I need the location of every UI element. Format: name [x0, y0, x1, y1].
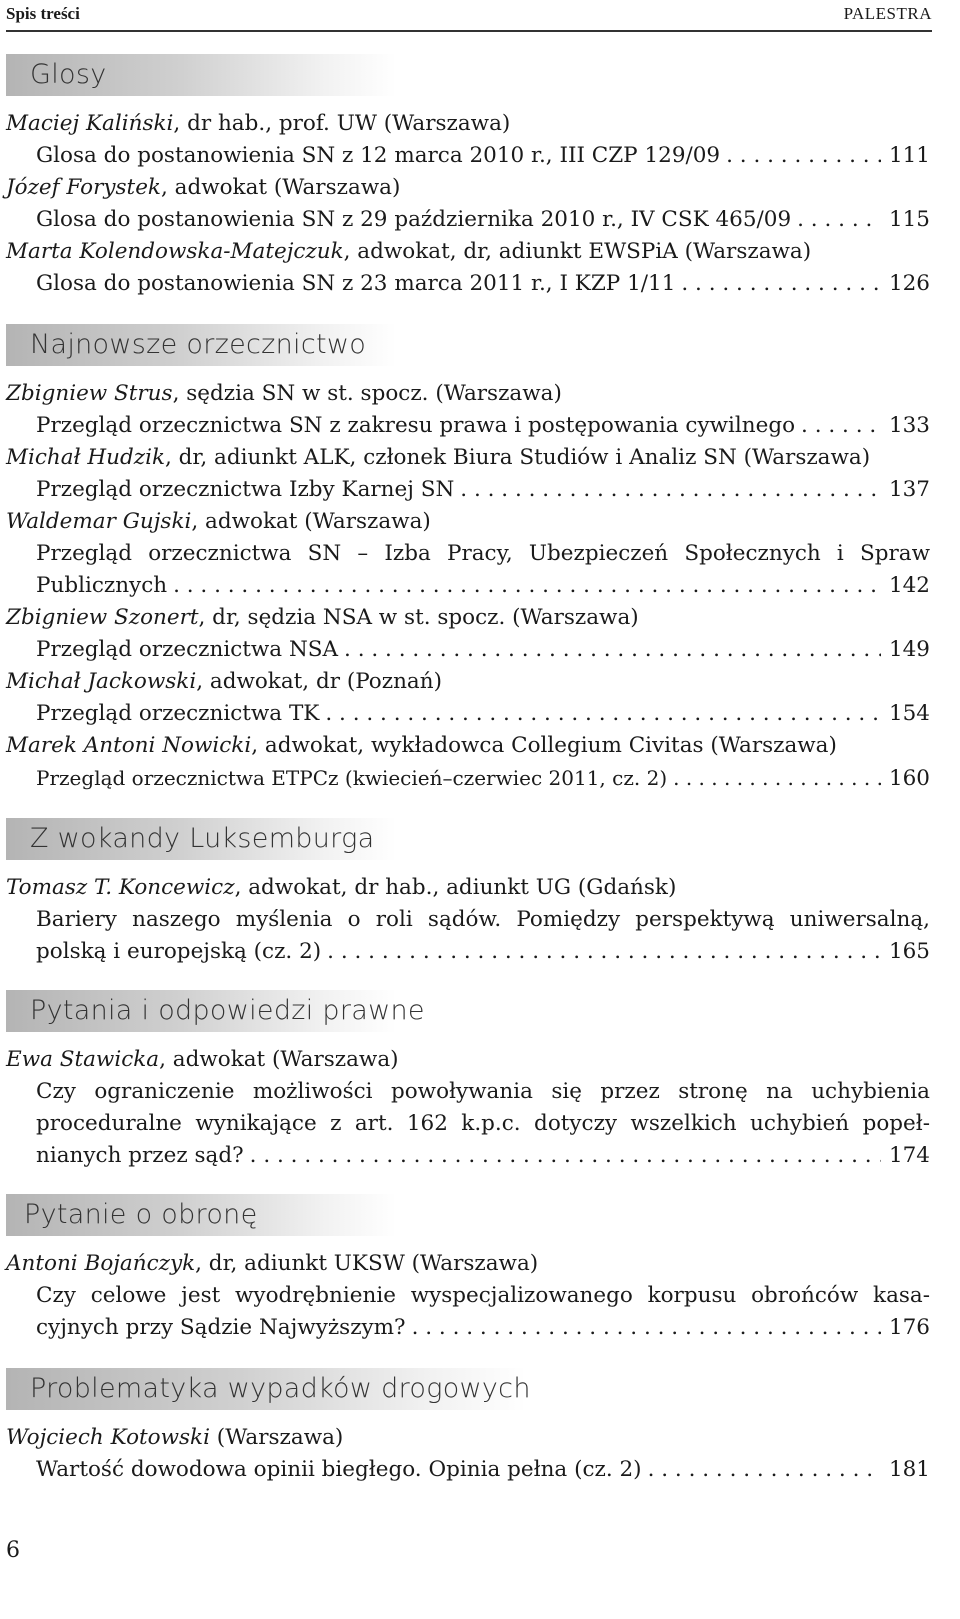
author-name: Waldemar Gujski	[6, 509, 192, 534]
leader-dots	[797, 204, 881, 236]
toc-title-line	[36, 204, 930, 236]
leader-dots	[325, 698, 881, 730]
entry-title: nianych przez sąd?	[36, 1143, 244, 1168]
toc-title-line	[36, 410, 930, 442]
running-head	[6, 2, 932, 32]
author-affiliation: , adwokat, dr (Poznań)	[196, 669, 442, 694]
entry-title: Przegląd orzecznictwa ETPCz (kwiecień–czerwiec 2011, cz. 2)	[36, 766, 668, 790]
entry-title: Bariery naszego myślenia o roli sądów. Pomiędzy perspektywą uniwersalną,	[36, 907, 930, 932]
entry-title: Przegląd orzecznictwa SN – Izba Pracy, Ubezpieczeń Społecznych i Spraw	[36, 541, 930, 566]
toc-title-line	[36, 268, 930, 300]
leader-dots	[681, 268, 881, 300]
author-affiliation: , adwokat (Warszawa)	[160, 175, 401, 200]
toc-author	[6, 666, 930, 698]
toc-author	[6, 1248, 930, 1280]
leader-dots	[726, 140, 881, 172]
section-title: Najnowsze orzecznictwo	[30, 329, 367, 360]
page-number: 154	[888, 701, 930, 726]
toc-title-line	[36, 1312, 930, 1344]
page-number: 126	[888, 271, 930, 296]
toc-title-line	[36, 538, 930, 570]
entry-title: Przegląd orzecznictwa Izby Karnej SN	[36, 477, 455, 502]
toc-title-line	[36, 698, 930, 730]
author-affiliation: , dr, adiunkt UKSW (Warszawa)	[195, 1251, 539, 1276]
page-number: 137	[888, 477, 930, 502]
page-number: 142	[888, 573, 930, 598]
author-name: Zbigniew Strus	[6, 381, 173, 406]
entry-title: Czy celowe jest wyodrębnienie wyspecjalizowanego korpusu obrońców kasa-	[36, 1283, 930, 1308]
author-name: Ewa Stawicka	[6, 1047, 160, 1072]
toc-author	[6, 1044, 930, 1076]
page-number: 115	[888, 207, 930, 232]
section-heading	[6, 324, 396, 366]
author-name: Antoni Bojańczyk	[6, 1251, 196, 1276]
section-heading	[6, 990, 425, 1032]
entry-title: cyjnych przy Sądzie Najwyższym?	[36, 1315, 406, 1340]
author-affiliation: , adwokat, dr, adiunkt EWSPiA (Warszawa)	[343, 239, 812, 264]
entry-title: Przegląd orzecznictwa TK	[36, 701, 320, 726]
leader-dots	[673, 762, 881, 794]
entry-title: Glosa do postanowienia SN z 23 marca 2011 r., I KZP 1/11	[36, 271, 676, 296]
author-name: Józef Forystek	[6, 175, 161, 200]
author-affiliation: (Warszawa)	[209, 1425, 344, 1450]
entry-title: Publicznych	[36, 573, 168, 598]
page-number: 181	[888, 1457, 930, 1482]
section-heading	[6, 818, 396, 860]
page-number: 174	[888, 1143, 930, 1168]
toc-title-line	[36, 904, 930, 936]
author-affiliation: , adwokat, wykładowca Collegium Civitas (Warszawa)	[251, 733, 837, 758]
author-name: Michał Jackowski	[6, 669, 197, 694]
page-number: 160	[888, 766, 930, 791]
leader-dots	[460, 474, 881, 506]
running-head-right: PALESTRA	[843, 4, 932, 23]
leader-dots	[327, 936, 881, 968]
author-affiliation: , adwokat (Warszawa)	[159, 1047, 399, 1072]
author-affiliation: , dr, adiunkt ALK, członek Biura Studiów i Analiz SN (Warszawa)	[165, 445, 871, 470]
page-number: 176	[888, 1315, 930, 1340]
author-affiliation: , dr, sędzia NSA w st. spocz. (Warszawa)	[198, 605, 639, 630]
section-title: Pytanie o obronę	[24, 1199, 258, 1230]
author-affiliation: , adwokat, dr hab., adiunkt UG (Gdańsk)	[234, 875, 677, 900]
toc-title-line	[36, 1280, 930, 1312]
author-name: Marta Kolendowska-Matejczuk	[6, 239, 344, 264]
author-name: Michał Hudzik	[6, 445, 165, 470]
leader-dots	[412, 1312, 881, 1344]
author-name: Wojciech Kotowski	[6, 1425, 210, 1450]
section-heading	[6, 1368, 531, 1410]
toc-title-line	[36, 762, 930, 794]
toc-author	[6, 602, 930, 634]
toc-title-line	[36, 1140, 930, 1172]
page-number: 165	[888, 939, 930, 964]
toc-author	[6, 172, 930, 204]
toc-title-line	[36, 1108, 930, 1140]
entry-title: Wartość dowodowa opinii biegłego. Opinia pełna (cz. 2)	[36, 1457, 642, 1482]
section-heading	[6, 1194, 396, 1236]
author-affiliation: , sędzia SN w st. spocz. (Warszawa)	[172, 381, 562, 406]
toc-author	[6, 506, 930, 538]
toc-title-line	[36, 474, 930, 506]
toc-author	[6, 872, 930, 904]
section-title: Z wokandy Luksemburga	[30, 823, 375, 854]
author-affiliation: , dr hab., prof. UW (Warszawa)	[173, 111, 511, 136]
toc-author	[6, 1422, 930, 1454]
toc-author	[6, 108, 930, 140]
section-title: Problematyka wypadków drogowych	[30, 1373, 531, 1404]
entry-title: Glosa do postanowienia SN z 12 marca 2010 r., III CZP 129/09	[36, 143, 721, 168]
toc-title-line	[36, 140, 930, 172]
toc-author	[6, 378, 930, 410]
section-title: Pytania i odpowiedzi prawne	[30, 995, 425, 1026]
toc-title-line	[36, 1076, 930, 1108]
toc-title-line	[36, 634, 930, 666]
toc-title-line	[36, 570, 930, 602]
page-number: 133	[888, 413, 930, 438]
leader-dots	[173, 570, 881, 602]
author-name: Tomasz T. Koncewicz	[6, 875, 235, 900]
page-number: 111	[888, 143, 930, 168]
entry-title: polską i europejską (cz. 2)	[36, 939, 322, 964]
toc-title-line	[36, 936, 930, 968]
section-heading	[6, 54, 396, 96]
author-affiliation: , adwokat (Warszawa)	[191, 509, 431, 534]
leader-dots	[344, 634, 881, 666]
entry-title: Przegląd orzecznictwa SN z zakresu prawa i postępowania cywilnego	[36, 413, 796, 438]
author-name: Zbigniew Szonert	[6, 605, 199, 630]
page-number: 149	[888, 637, 930, 662]
toc-author	[6, 442, 930, 474]
leader-dots	[801, 410, 881, 442]
toc-title-line	[36, 1454, 930, 1486]
page-folio: 6	[6, 1538, 20, 1563]
section-title: Glosy	[30, 59, 107, 90]
leader-dots	[250, 1140, 881, 1172]
author-name: Marek Antoni Nowicki	[6, 733, 252, 758]
leader-dots	[648, 1454, 881, 1486]
toc-author	[6, 730, 930, 762]
entry-title: Czy ograniczenie możliwości powoływania się przez stronę na uchybienia	[36, 1079, 930, 1104]
running-head-left: Spis treści	[6, 4, 80, 23]
author-name: Maciej Kaliński	[6, 111, 174, 136]
toc-author	[6, 236, 930, 268]
entry-title: proceduralne wynikające z art. 162 k.p.c. dotyczy wszelkich uchybień popeł-	[36, 1111, 930, 1136]
entry-title: Przegląd orzecznictwa NSA	[36, 637, 339, 662]
entry-title: Glosa do postanowienia SN z 29 października 2010 r., IV CSK 465/09	[36, 207, 792, 232]
